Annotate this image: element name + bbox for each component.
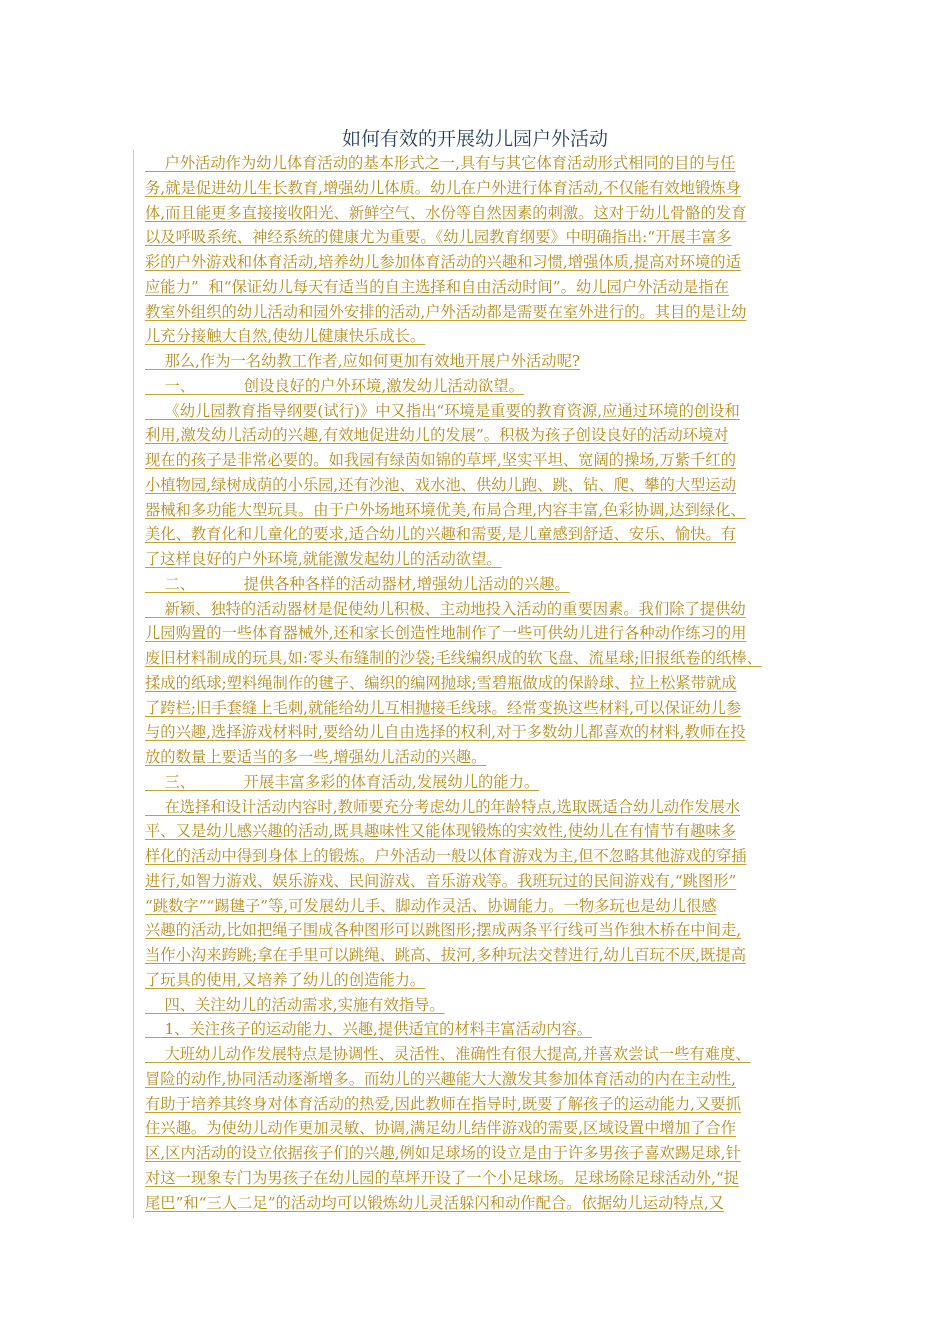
- text-line: 了这样良好的户外环境,就能激发起幼儿的活动欲望。: [145, 550, 502, 568]
- text-line: 以及呼吸系统、神经系统的健康尤为重要。《幼儿园教育纲要》中明确指出:“开展丰富多: [145, 228, 732, 247]
- text-line: 新颖、独特的活动器材是促使幼儿积极、主动地投入活动的重要因素。我们除了提供幼: [145, 599, 746, 618]
- left-margin-rule: [133, 150, 134, 1218]
- text-line: 了玩具的使用,又培养了幼儿的创造能力。: [145, 970, 426, 989]
- text-line: 器械和多功能大型玩具。由于户外场地环境优美,布局合理,内容丰富,色彩协调,达到绿化、: [145, 500, 746, 519]
- text-line: 四、关注幼儿的活动需求,实施有效指导。: [145, 995, 445, 1014]
- text-line: 进行,如智力游戏、娱乐游戏、民间游戏、音乐游戏等。我班玩过的民间游戏有,“跳图形”: [145, 871, 737, 890]
- text-line: 区,区内活动的设立依据孩子们的兴趣,例如足球场的设立是由于许多男孩子喜欢踢足球,针: [145, 1144, 741, 1162]
- text-line: 《幼儿园教育指导纲要(试行)》中又指出“环境是重要的教育资源,应通过环境的创设和: [145, 401, 740, 420]
- text-line: 那么,作为一名幼教工作者,应如何更加有效地开展户外活动呢?: [145, 352, 581, 370]
- text-line: 样化的活动中得到身体上的锻炼。户外活动一般以体育游戏为主,但不忽略其他游戏的穿插: [145, 847, 747, 865]
- text-line: 儿园购置的一些体育器械外,还和家长创造性地制作了一些可供幼儿进行各种动作练习的用: [145, 624, 747, 643]
- document-body: [145, 151, 825, 1215]
- text-line: 美化、教育化和儿童化的要求,适合幼儿的兴趣和需要,是儿童感到舒适、安乐、愉快。有: [145, 525, 737, 544]
- text-line: 务,就是促进幼儿生长教育,增强幼儿体质。幼儿在户外进行体育活动,不仅能有效地锻炼身: [145, 178, 741, 197]
- text-line: 揉成的纸球;塑料绳制作的毽子、编织的编网抛球;雪碧瓶做成的保龄球、拉上松紧带就成: [145, 673, 737, 692]
- text-line: 1、关注孩子的运动能力、兴趣,提供适宜的材料丰富活动内容。: [145, 1020, 593, 1039]
- text-line: 一、 创设良好的户外环境,激发幼儿活动欲望。: [145, 376, 524, 395]
- text-line: 儿充分接触大自然,使幼儿健康快乐成长。: [145, 327, 426, 346]
- text-line: 住兴趣。为使幼儿动作更加灵敏、协调,满足幼儿结伴游戏的需要,区域设置中增加了合作: [145, 1119, 737, 1138]
- text-line: 二、 提供各种各样的活动器材,增强幼儿活动的兴趣。: [145, 574, 570, 593]
- text-line: 利用,激发幼儿活动的兴趣,有效地促进幼儿的发展”。积极为孩子创设良好的活动环境对: [145, 426, 729, 445]
- text-line: “跳数字”“踢毽子”等,可发展幼儿手、脚动作灵活、协调能力。一物多玩也是幼儿很感: [145, 896, 717, 915]
- text-line: 冒险的动作,协同活动逐渐增多。而幼儿的兴趣能大大激发其参加体育活动的内在主动性,: [145, 1069, 737, 1088]
- text-line: 当作小沟来跨跳;拿在手里可以跳绳、跳高、拔河,多种玩法交替进行,幼儿百玩不厌,既提高: [145, 946, 747, 964]
- text-line: 应能力” 和“保证幼儿每天有适当的自主选择和自由活动时间”。幼儿园户外活动是指在: [145, 277, 729, 296]
- text-line: 体,而且能更多直接接收阳光、新鲜空气、水份等自然因素的刺激。这对于幼儿骨骼的发育: [145, 203, 747, 222]
- text-line: 教室外组织的幼儿活动和园外安排的活动,户外活动都是需要在室外进行的。其目的是让幼: [145, 302, 747, 321]
- text-line: 放的数量上要适当的多一些,增强幼儿活动的兴趣。: [145, 748, 487, 766]
- document-title: 如何有效的开展幼儿园户外活动: [341, 128, 608, 150]
- text-line: 大班幼儿动作发展特点是协调性、灵活性、准确性有很大提高,并喜欢尝试一些有难度、: [145, 1045, 751, 1063]
- text-line: 彩的户外游戏和体育活动,培养幼儿参加体育活动的兴趣和习惯,增强体质,提高对环境的适: [145, 253, 741, 271]
- text-line: 平、又是幼儿感兴趣的活动,既具趣味性又能体现锻炼的实效性,使幼儿在有情节有趣味多: [145, 822, 737, 841]
- text-line: 有助于培养其终身对体育活动的热爱,因此教师在指导时,既要了解孩子的运动能力,又要抓: [145, 1094, 741, 1113]
- text-line: 三、 开展丰富多彩的体育活动,发展幼儿的能力。: [145, 772, 540, 791]
- text-line: 废旧材料制成的玩具,如:零头布缝制的沙袋;毛线编织成的软飞盘、流星球;旧报纸卷的纸棒、: [145, 649, 762, 667]
- text-line: 兴趣的活动,比如把绳子围成各种图形可以跳图形;摆成两条平行线可当作独木桥在中间走,: [145, 921, 742, 940]
- text-line: 尾巴”和“三人二足”的活动均可以锻炼幼儿灵活躲闪和动作配合。依据幼儿运动特点,又: [145, 1193, 725, 1212]
- text-line: 现在的孩子是非常必要的。如我园有绿茵如锦的草坪,坚实平坦、宽阔的操场,万紫千红的: [145, 451, 737, 469]
- text-line: 户外活动作为幼儿体育活动的基本形式之一,具有与其它体育活动形式相同的目的与任: [145, 154, 736, 172]
- text-line: 在选择和设计活动内容时,教师要充分考虑幼儿的年龄特点,选取既适合幼儿动作发展水: [145, 797, 741, 816]
- text-line: 对这一现象专门为男孩子在幼儿园的草坪开设了一个小足球场。足球场除足球活动外,“捉: [145, 1168, 739, 1187]
- text-line: 小植物园,绿树成荫的小乐园,还有沙池、戏水池、供幼儿跑、跳、钻、爬、攀的大型运动: [145, 475, 737, 494]
- text-line: 与的兴趣,选择游戏材料时,要给幼儿自由选择的权利,对于多数幼儿都喜欢的材料,教师在投: [145, 723, 746, 742]
- text-line: 了跨栏;旧手套缝上毛刺,就能给幼儿互相抛接毛线球。经常变换这些材料,可以保证幼儿参: [145, 698, 742, 717]
